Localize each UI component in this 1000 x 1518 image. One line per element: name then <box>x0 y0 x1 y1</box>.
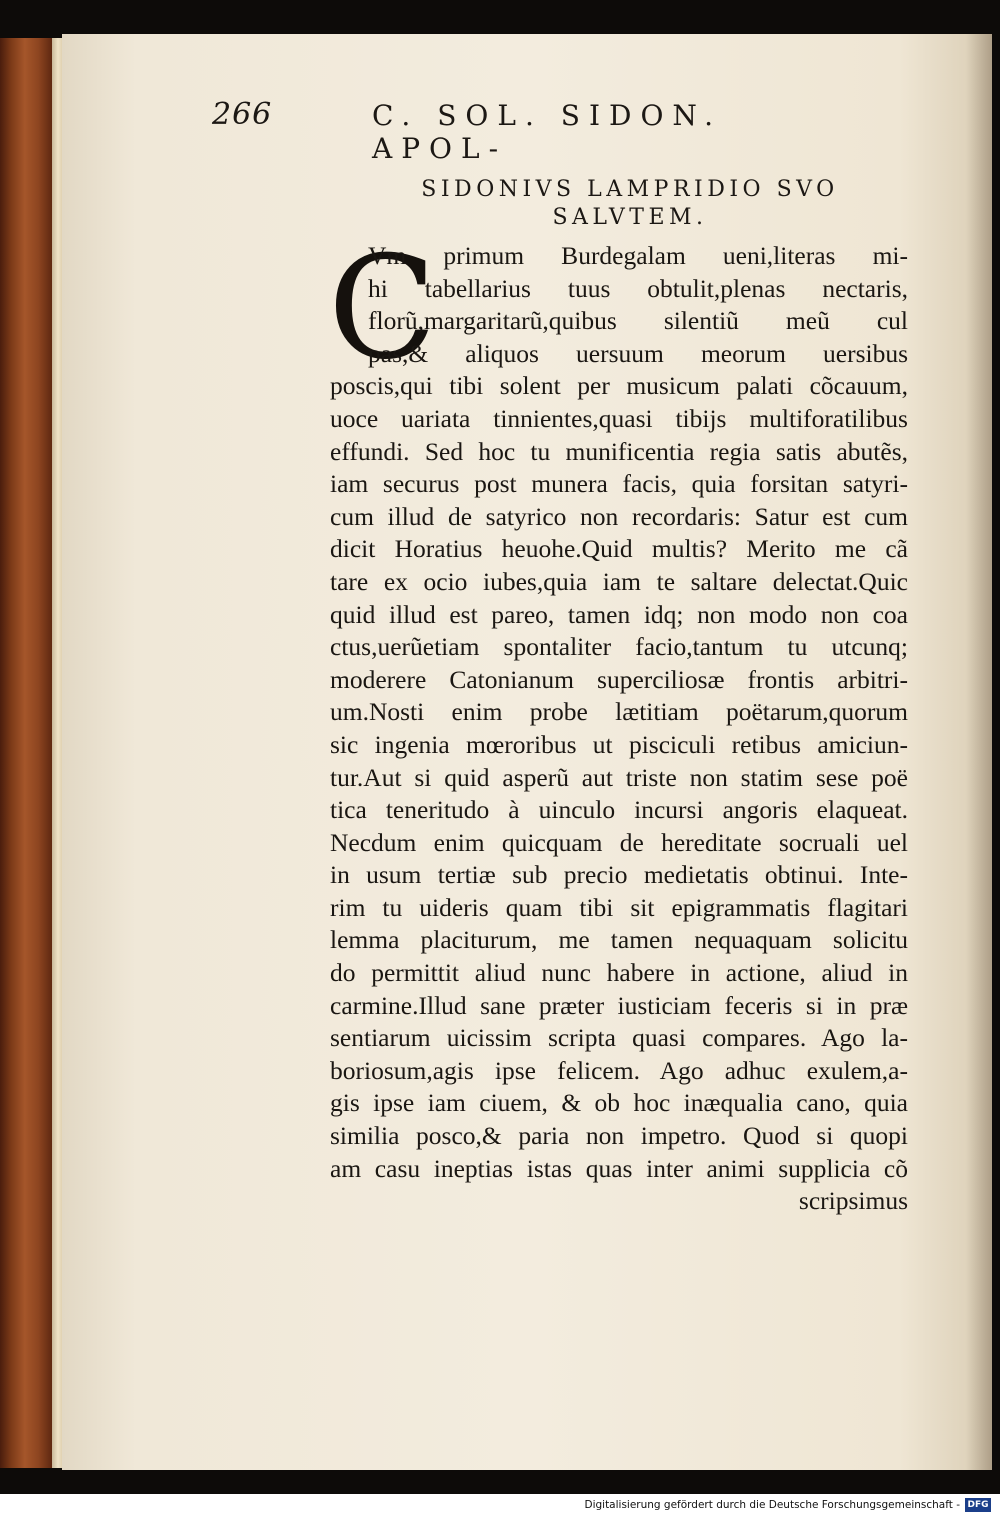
text-line: sic ingenia mœroribus ut pisciculi retibus amiciun- <box>330 729 908 759</box>
text-line: tica teneritudo à uinculo incursi angoris elaqueat. <box>330 795 908 825</box>
page-gutter-shadow <box>966 34 992 1470</box>
text-line: florũ,margaritarũ,quibus silentiũ meũ cul <box>368 306 908 336</box>
text-line: moderere Catonianum superciliosæ frontis arbitri- <box>330 664 908 694</box>
text-line: um.Nosti enim probe lætitiam poëtarum,quorum <box>330 697 908 727</box>
text-line: tare ex ocio iubes,quia iam te saltare delectat.Quic <box>330 566 908 596</box>
text-line: pas,& aliquos uersuum meorum uersibus <box>368 338 908 368</box>
text-line: hi tabellarius tuus obtulit,plenas nectaris, <box>368 273 908 303</box>
text-line: in usum tertiæ sub precio medietatis obtinui. Inte- <box>330 860 908 890</box>
footer-credit: Digitalisierung gefördert durch die Deutsche Forschungsgemeinschaft - <box>584 1499 960 1511</box>
text-line: cum illud de satyrico non recordaris: Satur est cum <box>330 501 908 531</box>
text-line: carmine.Illud sane præter iusticiam feceris si in præ <box>330 990 908 1020</box>
text-line: Necdum enim quicquam de hereditate socruali uel <box>330 827 908 857</box>
dfg-logo: DFG <box>965 1498 991 1512</box>
digitization-footer <box>0 1494 1000 1518</box>
text-line: do permittit aliud nunc habere in actione, aliud in <box>330 958 908 988</box>
text-line: poscis,qui tibi solent per musicum palati cõcauum, <box>330 371 908 401</box>
text-line: gis ipse iam ciuem, & ob hoc inæqualia cano, quia <box>330 1088 908 1118</box>
text-line: effundi. Sed hoc tu munificentia regia satis abutẽs, <box>330 436 908 466</box>
text-line: iam securus post munera facis, quia forsitan satyri- <box>330 469 908 499</box>
text-line: am casu ineptias istas quas inter animi supplicia cõ <box>330 1153 908 1183</box>
text-line: quid illud est pareo, tamen idq; non modo non coa <box>330 599 908 629</box>
body-text <box>268 226 908 1218</box>
drop-cap: C <box>328 226 437 391</box>
text-line: Vm primum Burdegalam ueni,literas mi- <box>368 241 908 270</box>
running-title: C. SOL. SIDON. APOL- <box>372 99 723 165</box>
text-line: uoce uariata tinnientes,quasi tibijs multiforatilibus <box>330 403 908 433</box>
letter-heading <box>360 176 900 232</box>
text-line: similia posco,& paria non impetro. Quod si quopi <box>330 1121 908 1151</box>
catchword: scripsimus <box>798 1186 908 1216</box>
text-line: dicit Horatius heuohe.Quid multis? Merito me cã <box>330 534 908 564</box>
text-line: rim tu uideris quam tibi sit epigrammatis flagitari <box>330 892 908 922</box>
heading-line-2: SALVTEM. <box>552 205 708 230</box>
text-line: boriosum,agis ipse felicem. Ago adhuc exulem,a- <box>330 1055 908 1085</box>
heading-line-1: SIDONIVS LAMPRIDIO SVO <box>421 177 839 202</box>
text-line: sentiarum uicissim scripta quasi compares. Ago la- <box>330 1023 908 1053</box>
text-line: ctus,uerũetiam spontaliter facio,tantum tu utcunq; <box>330 632 908 662</box>
text-line: lemma placiturum, me tamen nequaquam solicitu <box>330 925 908 955</box>
text-line: tur.Aut si quid asperũ aut triste non statim sese poë <box>330 762 908 792</box>
page-number: 266 <box>212 97 273 132</box>
running-head <box>212 97 812 165</box>
